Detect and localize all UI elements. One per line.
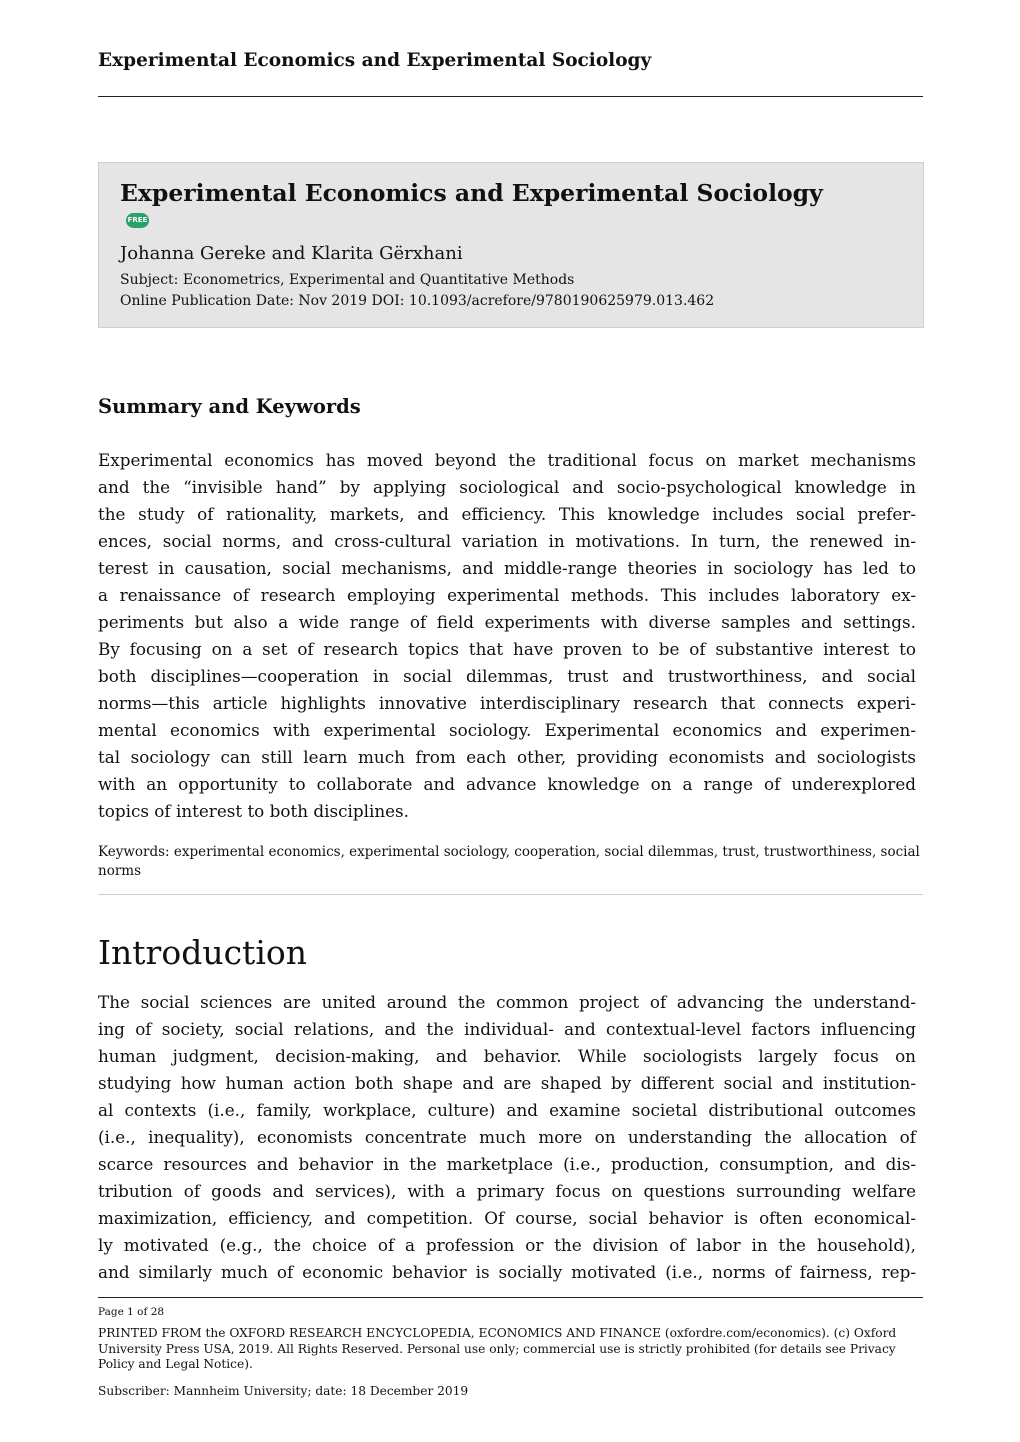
article-subject: Subject: Econometrics, Experimental and Quantitative Methods [120,272,575,288]
copyright-notice: PRINTED FROM the OXFORD RESEARCH ENCYCLOPEDIA, ECONOMICS AND FINANCE (oxfordre.com/economics). (c) Oxford University Press USA, 2019. All Rights Reserved. Personal use only; commercial use is strictly prohibited (for details see Privacy Policy and Legal Notice). [98,1326,897,1371]
keywords: Keywords: experimental economics, experimental sociology, cooperation, social dilemmas, trust, trustworthiness, social norms [98,844,920,879]
subscriber-info: Subscriber: Mannheim University; date: 18 December 2019 [98,1384,469,1398]
text-line: topics of interest to both disciplines. [98,801,410,821]
summary-paragraph [98,447,916,825]
text-line: scarce resources and behavior in the marketplace (i.e., production, consumption, and dis- [98,1154,916,1174]
text-line: tal sociology can still learn much from each other, providing economists and sociologists [98,747,916,767]
text-line: al contexts (i.e., family, workplace, culture) and examine societal distributional outcomes [98,1100,916,1120]
text-line: By focusing on a set of research topics that have proven to be of substantive interest to [98,639,916,659]
text-line: ences, social norms, and cross-cultural variation in motivations. In turn, the renewed in- [98,531,916,551]
text-line: with an opportunity to collaborate and advance knowledge on a range of underexplored [98,774,916,794]
footer-divider [98,1297,923,1298]
text-line: both disciplines—cooperation in social dilemmas, trust and trustworthiness, and social [98,666,916,686]
text-line: ing of society, social relations, and the individual- and contextual-level factors influencing [98,1019,916,1039]
free-badge-icon: FREE [126,213,149,228]
introduction-heading: Introduction [98,933,307,972]
article-title: Experimental Economics and Experimental Sociology [120,179,823,207]
article-info-box [98,162,924,328]
text-line: and the “invisible hand” by applying sociological and socio-psychological knowledge in [98,477,916,497]
summary-heading: Summary and Keywords [98,395,361,418]
text-line: terest in causation, social mechanisms, and middle-range theories in sociology has led to [98,558,916,578]
text-line: tribution of goods and services), with a primary focus on questions surrounding welfare [98,1181,916,1201]
text-line: periments but also a wide range of field experiments with diverse samples and settings. [98,612,916,632]
text-line: Experimental economics has moved beyond the traditional focus on market mechanisms [98,450,916,470]
header-divider [98,96,923,97]
running-head: Experimental Economics and Experimental Sociology [98,50,652,71]
text-line: mental economics with experimental sociology. Experimental economics and experimen- [98,720,916,740]
text-line: and similarly much of economic behavior is socially motivated (i.e., norms of fairness, rep- [98,1262,916,1282]
text-line: norms—this article highlights innovative interdisciplinary research that connects experi- [98,693,916,713]
text-line: maximization, efficiency, and competition. Of course, social behavior is often economical- [98,1208,916,1228]
page-number: Page 1 of 28 [98,1306,165,1318]
article-pubinfo: Online Publication Date: Nov 2019 DOI: 10.1093/acrefore/9780190625979.013.462 [120,293,715,309]
text-line: a renaissance of research employing experimental methods. This includes laboratory ex- [98,585,916,605]
text-line: ly motivated (e.g., the choice of a profession or the division of labor in the household), [98,1235,916,1255]
text-line: studying how human action both shape and are shaped by different social and institution- [98,1073,916,1093]
article-authors: Johanna Gereke and Klarita Gërxhani [120,243,463,264]
section-divider [98,894,923,895]
text-line: The social sciences are united around the common project of advancing the understand- [98,992,916,1012]
introduction-paragraph [98,989,916,1286]
text-line: (i.e., inequality), economists concentrate much more on understanding the allocation of [98,1127,916,1147]
text-line: human judgment, decision-making, and behavior. While sociologists largely focus on [98,1046,916,1066]
text-line: the study of rationality, markets, and efficiency. This knowledge includes social prefer- [98,504,916,524]
